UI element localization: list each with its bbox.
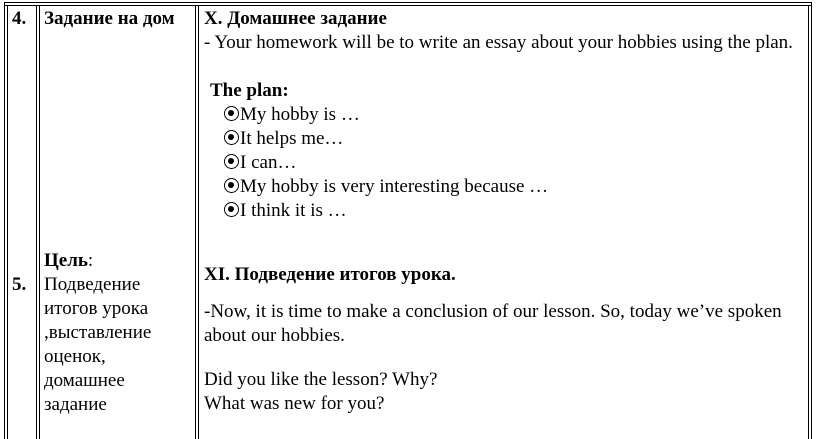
- summary-paragraph: -Now, it is time to make a conclusion of our lesson. So, today we’ve spoken about our hobbies.: [204, 301, 782, 346]
- plan-item: [224, 151, 296, 174]
- plan-title: The plan:: [210, 80, 289, 101]
- goal-line: задание: [44, 394, 107, 415]
- goal-line: итогов урока: [44, 298, 149, 319]
- goal-colon: :: [87, 250, 94, 271]
- goal-line: ,выставление: [44, 322, 152, 343]
- column-divider-1: [36, 5, 37, 439]
- table-right-border-outer: [811, 2, 812, 439]
- column-divider-2: [195, 5, 196, 439]
- homework-heading: X. Домашнее задание: [204, 8, 387, 29]
- radio-bullet-icon: [224, 202, 239, 217]
- row-number-4: 4.: [12, 8, 27, 29]
- table-top-border-inner: [4, 5, 812, 6]
- plan-item-text: I can…: [240, 152, 297, 173]
- plan-item: [224, 127, 343, 150]
- table-left-border: [4, 2, 5, 439]
- plan-item: [224, 199, 347, 222]
- table-top-border: [4, 2, 812, 3]
- column-divider-1-inner: [39, 5, 40, 439]
- plan-item-text: It helps me…: [240, 128, 344, 149]
- plan-item: [224, 175, 548, 198]
- goal-line: Подведение: [44, 274, 141, 295]
- goal-line: домашнее: [44, 370, 125, 391]
- table-right-border: [808, 5, 809, 439]
- homework-intro: - Your homework will be to write an essay about your hobbies using the plan.: [204, 32, 793, 53]
- goal-cell: [44, 249, 194, 417]
- stage-homework: Задание на дом: [44, 8, 175, 29]
- plan-item-text: My hobby is …: [240, 104, 360, 125]
- plan-item-text: My hobby is very interesting because …: [240, 176, 549, 197]
- goal-heading: [44, 249, 194, 273]
- radio-bullet-icon: [224, 106, 239, 121]
- column-divider-2-inner: [198, 5, 199, 439]
- summary-question-1: Did you like the lesson? Why?: [204, 369, 438, 390]
- goal-label: Цель: [44, 250, 88, 271]
- plan-item: [224, 103, 360, 126]
- summary-question-2: What was new for you?: [204, 393, 385, 414]
- radio-bullet-icon: [224, 130, 239, 145]
- summary-heading: XI. Подведение итогов урока.: [204, 264, 456, 285]
- plan-item-text: I think it is …: [240, 200, 347, 221]
- table-left-border-inner: [7, 5, 8, 439]
- radio-bullet-icon: [224, 154, 239, 169]
- radio-bullet-icon: [224, 178, 239, 193]
- row-number-5: 5.: [12, 274, 27, 295]
- goal-line: оценок,: [44, 346, 106, 367]
